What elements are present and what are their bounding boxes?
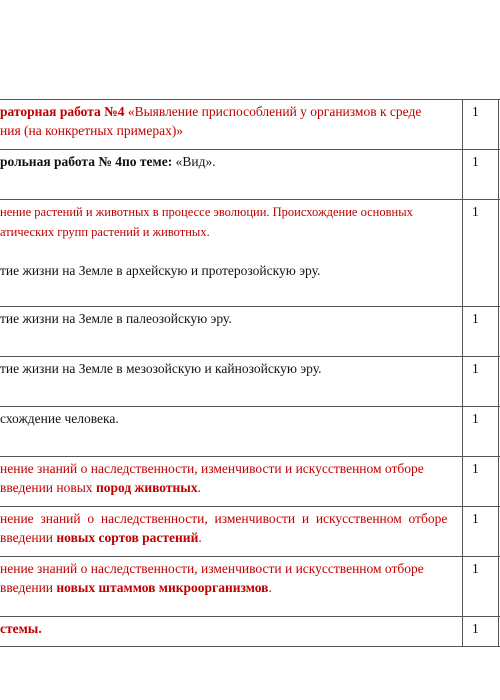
table-row xyxy=(0,149,500,200)
test-work-topic: «Вид». xyxy=(172,154,216,169)
lesson-topic xyxy=(0,509,462,547)
lesson-topic xyxy=(0,202,462,280)
hours-count: 1 xyxy=(472,561,479,576)
table-row xyxy=(0,456,500,507)
section-title-cont: атических групп растений и животных. xyxy=(0,225,210,239)
hours-count: 1 xyxy=(472,361,479,376)
practice-topic-bold: новых штаммов микроорганизмов xyxy=(56,580,269,595)
hours-count: 1 xyxy=(472,621,479,636)
table-row xyxy=(0,406,500,457)
table-row xyxy=(0,616,500,647)
lesson-topic xyxy=(0,359,462,378)
lab-work-title: раторная работа №4 xyxy=(0,104,125,119)
hours-count: 1 xyxy=(472,204,479,219)
practice-topic: нение знаний о наследственности, изменчивости и искусственном отборе xyxy=(0,461,424,476)
lesson-text: тие жизни на Земле в мезозойскую и кайнозойскую эру. xyxy=(0,361,322,376)
test-work-title: рольная работа № 4по теме: xyxy=(0,154,173,169)
hours-count: 1 xyxy=(472,511,479,526)
hours-count: 1 xyxy=(472,311,479,326)
hours-count: 1 xyxy=(472,411,479,426)
practice-topic-bold: новых сортов растений xyxy=(56,530,199,545)
table-row xyxy=(0,356,500,407)
table-row xyxy=(0,556,500,617)
lesson-text: тие жизни на Земле в палеозойскую эру. xyxy=(0,311,232,326)
table-row xyxy=(0,506,500,557)
lesson-topic xyxy=(0,102,462,140)
practice-topic: нение знаний о наследственности, изменчивости и искусственном отборе xyxy=(0,511,448,526)
lesson-topic xyxy=(0,619,462,638)
practice-topic-a: введении xyxy=(0,530,57,545)
table-row xyxy=(0,199,500,307)
lesson-topic xyxy=(0,459,462,497)
lab-work-topic-cont: ния (на конкретных примерах)» xyxy=(0,123,184,138)
hours-count: 1 xyxy=(472,461,479,476)
table-row xyxy=(0,99,500,150)
section-title: нение растений и животных в процессе эволюции. Происхождение основных xyxy=(0,205,413,219)
section-title: стемы. xyxy=(0,621,42,636)
hours-count: 1 xyxy=(472,104,479,119)
practice-topic: нение знаний о наследственности, изменчивости и искусственном отборе xyxy=(0,561,424,576)
lesson-topic xyxy=(0,559,462,597)
practice-topic-a: введении xyxy=(0,580,57,595)
table-row xyxy=(0,306,500,357)
lesson-topic xyxy=(0,152,462,171)
practice-topic-end: . xyxy=(198,530,202,545)
lesson-text: тие жизни на Земле в архейскую и протерозойскую эру. xyxy=(0,263,321,278)
table-bottom-border xyxy=(0,646,500,647)
lesson-text: схождение человека. xyxy=(0,411,119,426)
practice-topic-end: . xyxy=(197,480,201,495)
practice-topic-a: введении новых xyxy=(0,480,96,495)
practice-topic-bold: пород животных xyxy=(95,480,198,495)
hours-count: 1 xyxy=(472,154,479,169)
lab-work-topic: «Выявление приспособлений у организмов к среде xyxy=(124,104,422,119)
lesson-topic xyxy=(0,409,462,428)
lesson-topic xyxy=(0,309,462,328)
practice-topic-end: . xyxy=(268,580,272,595)
